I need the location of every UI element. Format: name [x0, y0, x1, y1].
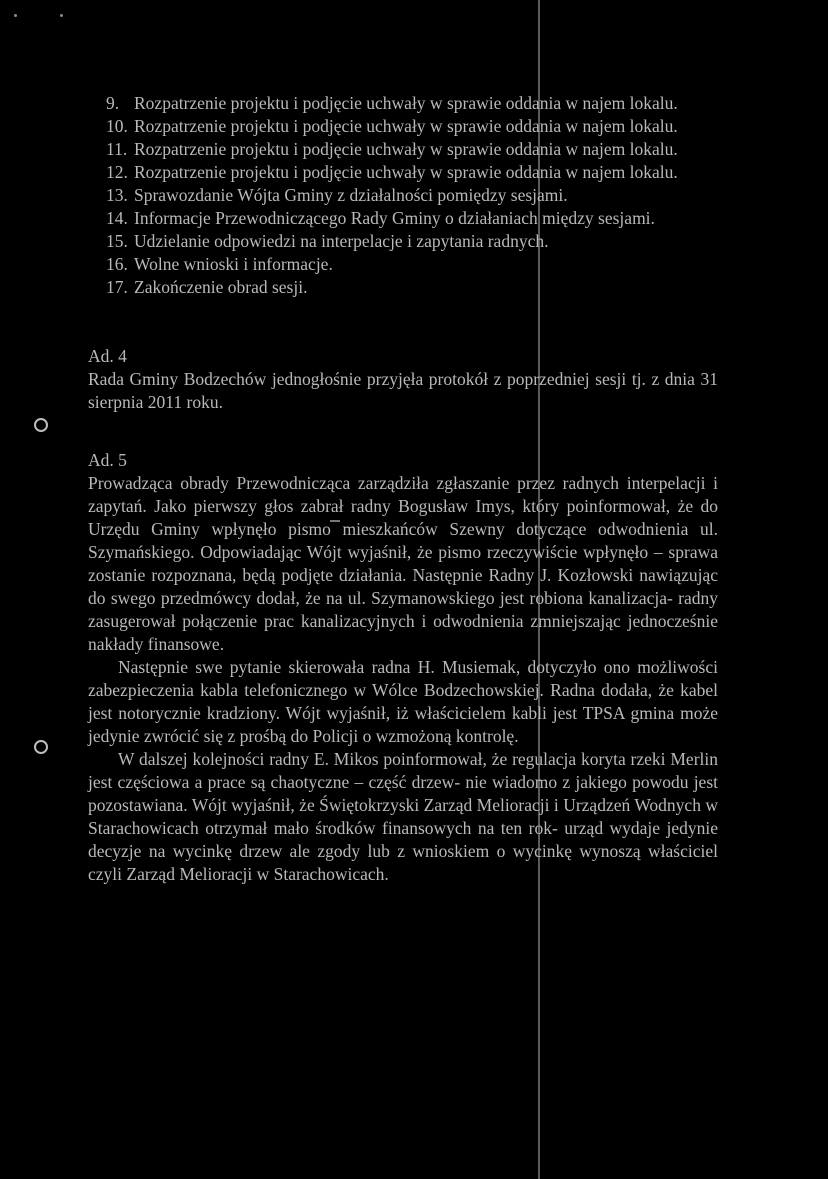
corner-mark — [60, 14, 63, 17]
agenda-item-number: 15. — [106, 231, 128, 251]
agenda-item-number: 10. — [106, 116, 128, 136]
agenda-item-number: 16. — [106, 254, 128, 274]
section-paragraph: W dalszej kolejności radny E. Mikos poinformował, że regulacja koryta rzeki Merlin jest częściowa a prace są chaotyczne – część drzew- nie wiadomo z jakiego powodu jest pozostawiana. Wójt wyjaśnił, że Świętokrzyski Zarząd Melioracji i Urządzeń Wodnych w Starachowicach otrzymał mało środków finansowych na ten rok- urząd wydaje jedynie decyzje na wycinkę drzew ale zgody lub z wnioskiem o wycinkę wynoszą właściciel czyli Zarząd Melioracji w Starachowicach. — [88, 749, 718, 884]
punch-hole-icon — [34, 418, 48, 432]
punch-hole-icon — [34, 740, 48, 754]
section-ad-5 — [88, 449, 718, 886]
agenda-item-number: 14. — [106, 208, 128, 228]
corner-mark — [14, 14, 17, 17]
section-paragraph: Następnie swe pytanie skierowała radna H. Musiemak, dotyczyło ono możliwości zabezpieczenia kabla telefonicznego w Wólce Bodzechowskiej. Radna dodała, że kabel jest notorycznie kradziony. Wójt wyjaśnił, iż właścicielem kabli jest TPSA gmina może jedynie zwrócić się z prośbą do Policji o wzmożoną kontrolę. — [88, 657, 718, 746]
agenda-item-text: Rozpatrzenie projektu i podjęcie uchwały w sprawie oddania w najem lokalu. — [134, 93, 678, 113]
agenda-item — [88, 184, 718, 207]
agenda-item — [88, 207, 718, 230]
section-ad-4 — [88, 345, 718, 414]
agenda-item-text: Udzielanie odpowiedzi na interpelacje i zapytania radnych. — [134, 231, 549, 251]
agenda-item — [88, 253, 718, 276]
agenda-item-text: Rozpatrzenie projektu i podjęcie uchwały w sprawie oddania w najem lokalu. — [134, 116, 678, 136]
agenda-item-text: Zakończenie obrad sesji. — [134, 277, 308, 297]
section-paragraph: Rada Gminy Bodzechów jednogłośnie przyjęła protokół z poprzedniej sesji tj. z dnia 31 sierpnia 2011 roku. — [88, 369, 718, 412]
agenda-item-number: 9. — [106, 93, 120, 113]
document-body — [88, 92, 718, 886]
agenda-item — [88, 115, 718, 138]
section-paragraph: Prowadząca obrady Przewodnicząca zarządziła zgłaszanie przez radnych interpelacji i zapytań. Jako pierwszy głos zabrał radny Bogusław Imys, który poinformował, że do Urzędu Gminy wpłynęło pismo mieszkańców Szewny dotyczące odwodnienia ul. Szymańskiego. Odpowiadając Wójt wyjaśnił, że pismo rzeczywiście wpłynęło – sprawa zostanie rozpoznana, będą podjęte działania. Następnie Radny J. Kozłowski nawiązując do swego przedmówcy dodał, że na ul. Szymanowskiego jest robiona kanalizacja- radny zasugerował połączenie prac kanalizacyjnych i odwodnienia zmniejszając jednocześnie nakłady finansowe. — [88, 473, 718, 654]
agenda-item — [88, 276, 718, 299]
agenda-item-text: Informacje Przewodniczącego Rady Gminy o działaniach między sesjami. — [134, 208, 655, 228]
agenda-item-text: Rozpatrzenie projektu i podjęcie uchwały w sprawie oddania w najem lokalu. — [134, 162, 678, 182]
agenda-item-number: 13. — [106, 185, 128, 205]
agenda-item-text: Rozpatrzenie projektu i podjęcie uchwały w sprawie oddania w najem lokalu. — [134, 139, 678, 159]
section-heading: Ad. 5 — [88, 450, 127, 470]
agenda-item-text: Wolne wnioski i informacje. — [134, 254, 333, 274]
agenda-item-number: 12. — [106, 162, 128, 182]
agenda-item — [88, 138, 718, 161]
agenda-item — [88, 92, 718, 115]
agenda-item — [88, 161, 718, 184]
agenda-list — [88, 92, 718, 299]
agenda-item-number: 17. — [106, 277, 128, 297]
agenda-item-text: Sprawozdanie Wójta Gminy z działalności pomiędzy sesjami. — [134, 185, 568, 205]
agenda-item-number: 11. — [106, 139, 128, 159]
agenda-item — [88, 230, 718, 253]
section-heading: Ad. 4 — [88, 346, 127, 366]
